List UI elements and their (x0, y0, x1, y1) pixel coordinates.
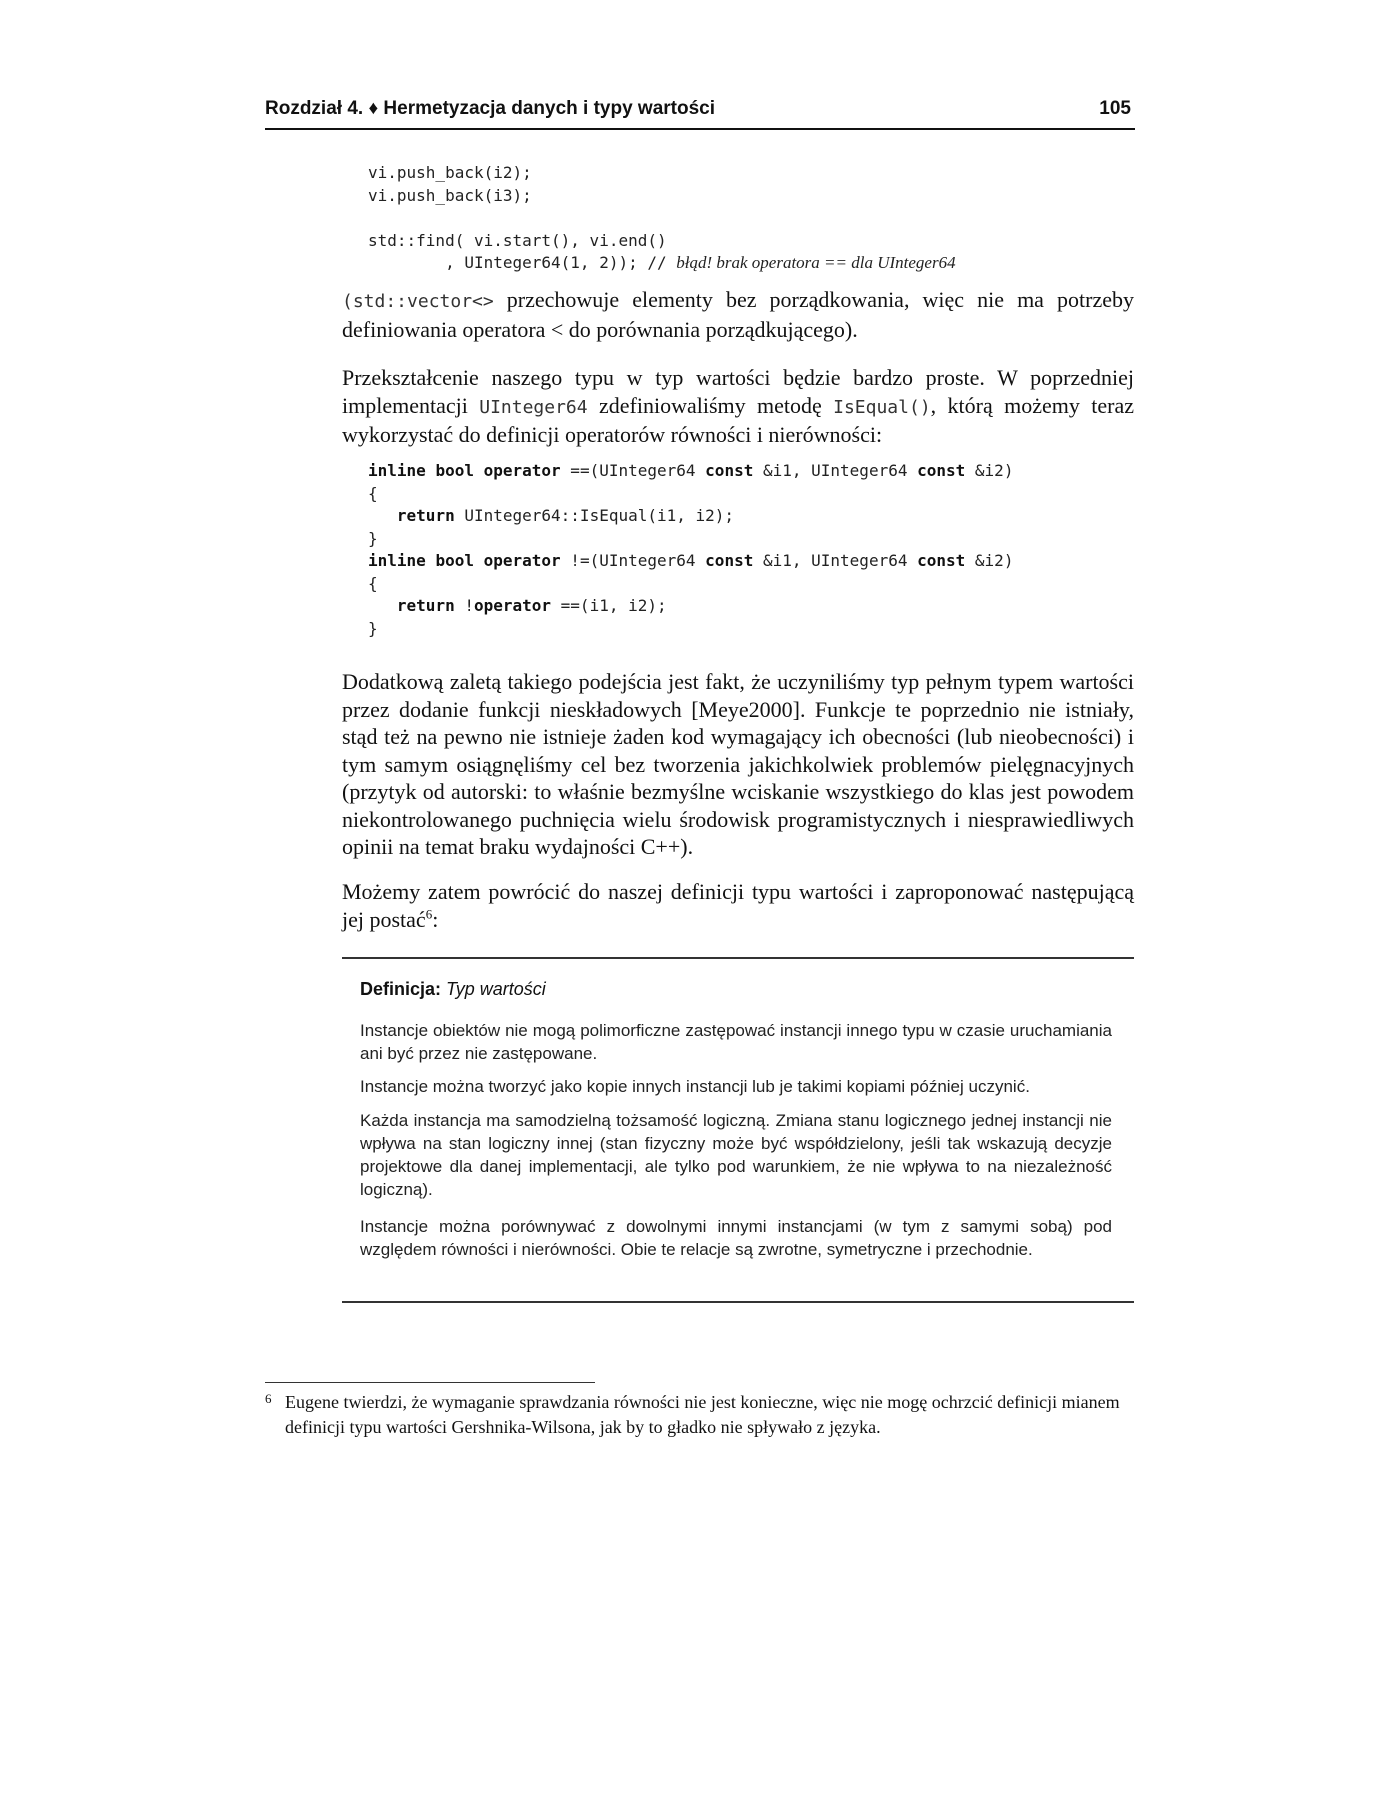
definition-name: Typ wartości (446, 979, 546, 999)
code-text: } (368, 528, 378, 548)
definition-paragraph: Każda instancja ma samodzielną tożsamość logiczną. Zmiana stanu logicznego jednej instancji nie wpływa na stan logiczny innej (stan fizyczny może być współdzielony, jeśli tak wskazują decyzje projektowe dla danej implementacji, ale tylko pod warunkiem, że nie wpływa to na niezależność logiczną). (360, 1111, 1112, 1199)
code-text: &i1, UInteger64 (753, 461, 918, 480)
code-line: , UInteger64(1, 2)); // (368, 253, 677, 272)
code-keyword: return (396, 506, 455, 525)
code-keyword: const (705, 461, 754, 480)
code-text: ==(i1, i2); (551, 596, 667, 615)
paragraph-text: zdefiniowaliśmy metodę (587, 392, 834, 418)
paragraph-definition-intro (342, 878, 1134, 933)
code-line: std::find( vi.start(), vi.end() (368, 230, 667, 250)
code-keyword: const (917, 461, 966, 480)
paragraph-text: , którą możemy teraz wykorzystać do definicji operatorów równości i nierówności: (342, 392, 1134, 447)
paragraph-value-type-conversion (342, 364, 1134, 449)
code-keyword: bool (435, 461, 474, 480)
code-text: ! (454, 596, 474, 615)
definition-box (342, 957, 1134, 1303)
inline-code: IsEqual() (833, 396, 931, 418)
code-text: UInteger64::IsEqual(i1, i2); (454, 506, 735, 525)
code-keyword: inline (368, 461, 426, 480)
code-line: vi.push_back(i2); (368, 163, 532, 182)
running-header (265, 98, 1135, 130)
footnote-ref: 6 (425, 906, 433, 922)
paragraph-text: przechowuje elementy bez porządkowania, więc nie ma potrzeby definiowania operatora < do porównania porządkującego). (342, 287, 1134, 342)
code-text: &i2) (965, 461, 1014, 480)
code-text: !=(UInteger64 (560, 551, 706, 570)
code-keyword: inline (368, 551, 426, 570)
chapter-title: Rozdział 4. ♦ Hermetyzacja danych i typy wartości (265, 98, 716, 119)
paragraph-advantages: Dodatkową zaletą takiego podejścia jest fakt, że uczyniliśmy typ pełnym typem wartości przez dodanie funkcji nieskładowych [Meye2000]. Funkcje te poprzednio nie istniały, stąd też na pewno nie istnieje żaden kod wymagający ich obecności (lub nieobecności) i tym samym osiągnęliśmy cel bez tworzenia jakichkolwiek problemów pielęgnacyjnych (przytyk od autorski: to właśnie bezmyślne wciskanie wszystkiego do klas jest powodem niekontrolowanego puchnięcia wielu środowisk programistycznych i niesprawiedliwych opinii na temat braku wydajności C++). (342, 669, 1134, 859)
definition-paragraph: Instancje można tworzyć jako kopie innych instancji lub je takimi kopiami później uczynić. (360, 1077, 1030, 1096)
code-keyword: bool (435, 551, 474, 570)
code-keyword: return (396, 596, 455, 615)
definition-paragraph: Instancje można porównywać z dowolnymi innymi instancjami (w tym z samymi sobą) pod względem równości i nierówności. Obie te relacje są zwrotne, symetryczne i przechodnie. (360, 1217, 1112, 1259)
footnote-separator (265, 1382, 595, 1383)
code-comment: błąd! brak operatora == dla UInteger64 (676, 253, 956, 272)
code-text: { (368, 573, 378, 593)
paragraph-vector-note (342, 286, 1134, 343)
code-keyword: const (705, 551, 754, 570)
code-text: { (368, 483, 378, 503)
definition-label: Definicja: (360, 979, 442, 999)
code-text: } (368, 618, 378, 638)
footnote-text: Eugene twierdzi, że wymaganie sprawdzania równości nie jest konieczne, więc nie mogę ochrzcić definicji mianem definicji typu wartości Gershnika-Wilsona, jak by to gładko nie spływało z języka. (285, 1392, 1120, 1437)
code-line: vi.push_back(i3); (368, 185, 532, 205)
code-block-find (368, 162, 956, 275)
inline-code: UInteger64 (479, 396, 588, 418)
page-number: 105 (1099, 98, 1131, 119)
code-text: &i1, UInteger64 (753, 551, 918, 570)
code-block-operators (368, 460, 1013, 640)
code-text: ==(UInteger64 (560, 461, 706, 480)
paragraph-text: Przekształcenie naszego typu w typ wartości będzie bardzo proste. W poprzedniej implementacji (342, 365, 1134, 418)
code-text: &i2) (965, 551, 1014, 570)
code-keyword: operator (483, 551, 561, 570)
paragraph-text: : (432, 906, 439, 932)
definition-heading (360, 979, 546, 1000)
paragraph-text: Możemy zatem powrócić do naszej definicji typu wartości i zaproponować następującą jej postać (342, 879, 1134, 932)
code-keyword: operator (473, 596, 552, 615)
inline-code: (std::vector<> (342, 291, 494, 312)
code-keyword: operator (483, 461, 561, 480)
code-keyword: const (917, 551, 966, 570)
definition-paragraph: Instancje obiektów nie mogą polimorficzne zastępować instancji innego typu w czasie uruchamiania ani być przez nie zastępowane. (360, 1021, 1112, 1063)
footnote-number: 6 (265, 1391, 272, 1406)
